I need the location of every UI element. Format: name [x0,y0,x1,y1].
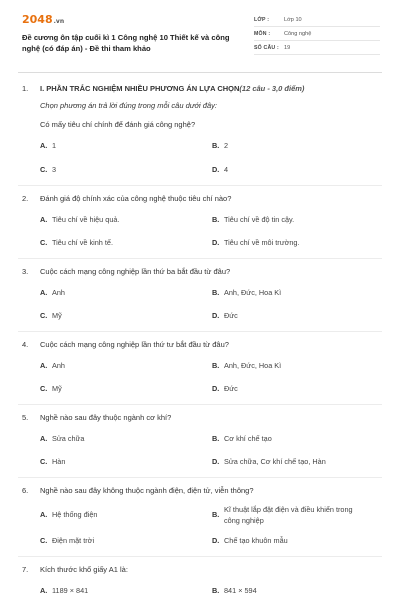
logo-tld: .vn [53,18,65,25]
option-label: A. [40,434,48,443]
option-d[interactable] [212,536,382,546]
option-text: 4 [224,165,229,174]
option-a[interactable] [40,510,212,520]
option-text: Anh [52,361,65,370]
option-text: 841 × 594 [224,586,257,595]
option-a[interactable] [40,434,212,444]
option-label: C. [40,165,48,174]
option-label: C. [40,238,48,247]
option-c[interactable] [40,165,212,175]
question-3 [0,259,400,321]
option-text: Tiêu chí về kinh tế. [52,238,113,247]
option-text: Đức [224,311,238,320]
options-grid [40,434,380,467]
option-d[interactable] [212,311,382,321]
options-grid [40,504,380,546]
option-text: Mỹ [52,311,62,320]
document-title: Đề cương ôn tập cuối kì 1 Công nghệ 10 Thiết kế và công nghệ (có đáp án) - Đề thi tham khảo [22,33,230,53]
option-label: D. [212,311,220,320]
question-2 [0,186,400,248]
question-5 [0,405,400,467]
question-number: 7. [22,565,29,574]
page-header [0,0,400,66]
option-label: B. [212,434,220,443]
option-text: Mỹ [52,384,62,393]
option-label: A. [40,510,48,519]
option-label: B. [212,141,220,150]
option-label: A. [40,215,48,224]
section-points: (12 câu - 3,0 điểm) [239,84,305,93]
option-d[interactable] [212,165,382,175]
option-label: B. [212,586,220,595]
option-text: Anh, Đức, Hoa Kì [224,288,282,297]
question-number: 4. [22,340,29,349]
header-divider [18,72,382,73]
logo-main: 2048 [22,13,53,26]
option-b[interactable] [212,215,382,225]
option-a[interactable] [40,141,212,151]
meta-row-count [254,41,380,55]
question-text: Cuộc cách mạng công nghiệp lần thứ tư bắt đầu từ đâu? [40,340,229,349]
question-list [0,76,400,596]
options-grid [40,288,380,321]
meta-row-class [254,13,380,27]
option-label: D. [212,238,220,247]
option-c[interactable] [40,238,212,248]
option-text: Điện mặt trời [52,536,95,545]
option-b[interactable] [212,288,382,298]
option-d[interactable] [212,457,382,467]
meta-value: 19 [284,44,291,51]
question-7 [0,557,400,596]
options-grid [40,141,380,175]
option-a[interactable] [40,288,212,298]
question-1 [0,76,400,175]
option-text: Sửa chữa [52,434,85,443]
option-text: 1 [52,141,57,150]
option-c[interactable] [40,536,212,546]
option-text: Anh [52,288,65,297]
option-label: C. [40,536,48,545]
question-number: 2. [22,194,29,203]
option-b[interactable] [212,504,382,526]
option-label: D. [212,165,220,174]
option-text: 2 [224,141,229,150]
option-text: 3 [52,165,57,174]
option-a[interactable] [40,586,212,596]
meta-value: Lớp 10 [284,16,302,23]
option-d[interactable] [212,384,382,394]
option-text: Tiêu chí về độ tin cậy. [224,215,295,224]
option-text: Kĩ thuật lắp đặt điện và điều khiển trong công nghiệp [224,505,353,525]
meta-key: SỐ CÂU : [254,44,279,51]
option-label: B. [212,361,220,370]
section-instruction: Chọn phương án trả lời đúng trong mỗi câu dưới đây: [40,101,217,110]
section-title-text: I. PHẦN TRẮC NGHIỆM NHIỀU PHƯƠNG ÁN LỰA CHỌN [40,84,240,93]
option-label: D. [212,457,220,466]
option-label: C. [40,311,48,320]
option-label: B. [212,288,220,297]
question-number: 6. [22,486,29,495]
option-text: Tiêu chí về hiệu quả. [52,215,120,224]
option-text: Đức [224,384,238,393]
option-text: Anh, Đức, Hoa Kì [224,361,282,370]
meta-key: MÔN : [254,30,271,37]
option-b[interactable] [212,434,382,444]
question-number: 1. [22,84,29,93]
question-text: Nghề nào sau đây không thuộc ngành điện, điện tử, viễn thông? [40,486,254,495]
option-text: Tiêu chí về môi trường. [224,238,300,247]
question-text: Cuộc cách mạng công nghiệp lần thứ ba bắt đầu từ đâu? [40,267,231,276]
option-label: A. [40,288,48,297]
option-text: Hàn [52,457,66,466]
option-label: B. [212,510,220,519]
option-text: Chế tạo khuôn mẫu [224,536,288,545]
option-label: C. [40,384,48,393]
option-c[interactable] [40,384,212,394]
question-text: Kích thước khổ giấy A1 là: [40,565,128,574]
option-label: C. [40,457,48,466]
option-label: A. [40,586,48,595]
option-b[interactable] [212,141,382,151]
option-text: Hệ thống điện [52,510,98,519]
option-label: B. [212,215,220,224]
option-label: D. [212,384,220,393]
question-number: 3. [22,267,29,276]
option-a[interactable] [40,361,212,371]
question-6 [0,478,400,546]
option-c[interactable] [40,457,212,467]
meta-row-subject [254,27,380,41]
option-b[interactable] [212,361,382,371]
option-c[interactable] [40,311,212,321]
question-text: Có mấy tiêu chí chính để đánh giá công nghệ? [40,120,196,129]
option-label: A. [40,361,48,370]
options-grid [40,215,380,248]
meta-key: LỚP : [254,16,270,23]
question-text: Nghề nào sau đây thuộc ngành cơ khí? [40,413,172,422]
question-number: 5. [22,413,29,422]
option-b[interactable] [212,586,382,596]
options-grid [40,586,380,596]
option-text: Cơ khí chế tạo [224,434,272,443]
option-label: D. [212,536,220,545]
options-grid [40,361,380,394]
section-title [40,84,380,94]
meta-value: Công nghệ [284,30,312,37]
question-text: Đánh giá độ chính xác của công nghệ thuộc tiêu chí nào? [40,194,232,203]
question-4 [0,332,400,394]
option-label: A. [40,141,48,150]
option-a[interactable] [40,215,212,225]
option-text: 1189 × 841 [52,586,89,595]
option-text: Sửa chữa, Cơ khí chế tạo, Hàn [224,457,326,466]
meta-table [254,13,380,55]
option-d[interactable] [212,238,382,248]
